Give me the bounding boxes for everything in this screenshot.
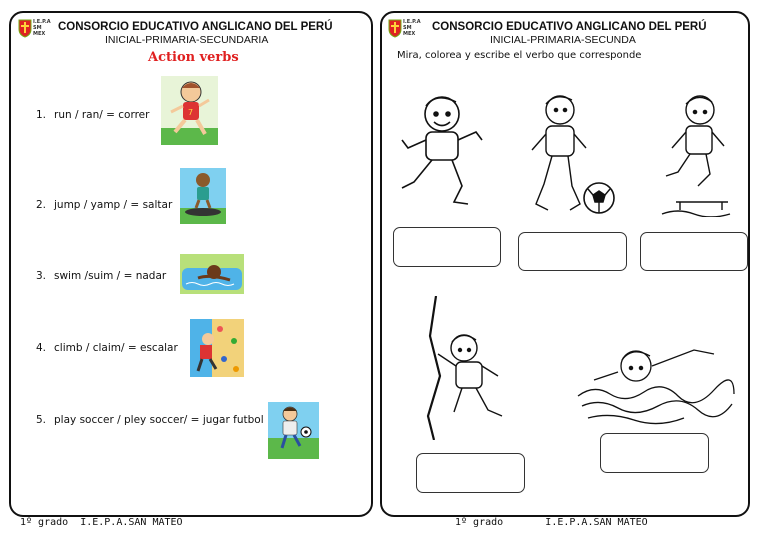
- instruction-text: Mira, colorea y escribe el verbo que corresponde: [397, 50, 642, 61]
- running-boy-image: [161, 76, 218, 145]
- trampoline-jump-image: [180, 168, 226, 224]
- soccer-boy-image: [268, 402, 319, 459]
- jumping-boy-drawing: [658, 92, 734, 217]
- verb-text: swim /suim / = nadar: [54, 270, 167, 282]
- verb-text: run / ran/ = correr: [54, 109, 150, 121]
- school-name-right: CONSORCIO EDUCATIVO ANGLICANO DEL PERÚ: [432, 21, 707, 33]
- verb-item-climb: [36, 342, 178, 354]
- svg-text:7: 7: [188, 108, 194, 117]
- verb-number: 4.: [36, 342, 47, 354]
- answer-box-soccer[interactable]: [518, 232, 627, 271]
- verb-text: jump / yamp / = saltar: [54, 199, 173, 211]
- verb-item-run: [36, 109, 149, 121]
- crest-label: I.E.P.A SM MEX: [33, 19, 51, 37]
- answer-box-climbing[interactable]: [416, 453, 525, 493]
- swimming-boy-drawing: [574, 336, 736, 426]
- verb-item-swim: [36, 270, 166, 282]
- running-boy-drawing: [396, 92, 488, 212]
- verb-number: 2.: [36, 199, 47, 211]
- answer-box-swimming[interactable]: [600, 433, 709, 473]
- verb-number: 3.: [36, 270, 47, 282]
- school-crest-logo: [18, 18, 52, 44]
- verb-item-play-soccer: [36, 414, 264, 426]
- crest-label: I.E.P.A SM MEX: [403, 19, 421, 37]
- footer-right: 1º grado I.E.P.A.SAN MATEO: [455, 517, 648, 528]
- verb-text: climb / claim/ = escalar: [54, 342, 178, 354]
- soccer-boy-drawing: [526, 92, 616, 217]
- school-crest-logo-right: [388, 18, 422, 44]
- levels-left: INICIAL-PRIMARIA-SECUNDARIA: [105, 34, 269, 46]
- worksheet-title: Action verbs: [148, 50, 239, 65]
- school-name-left: CONSORCIO EDUCATIVO ANGLICANO DEL PERÚ: [58, 21, 333, 33]
- swimming-boy-image: [180, 254, 244, 294]
- levels-right: INICIAL-PRIMARIA-SECUNDA: [490, 34, 636, 46]
- verb-number: 5.: [36, 414, 47, 426]
- answer-box-jumping[interactable]: [640, 232, 748, 271]
- verb-item-jump: [36, 199, 172, 211]
- verb-number: 1.: [36, 109, 47, 121]
- climbing-wall-image: [190, 319, 244, 377]
- verb-text: play soccer / pley soccer/ = jugar futbol: [54, 414, 264, 426]
- answer-box-running[interactable]: [393, 227, 501, 267]
- footer-left: 1º grado I.E.P.A.SAN MATEO: [20, 517, 183, 528]
- climbing-boy-drawing: [418, 296, 518, 440]
